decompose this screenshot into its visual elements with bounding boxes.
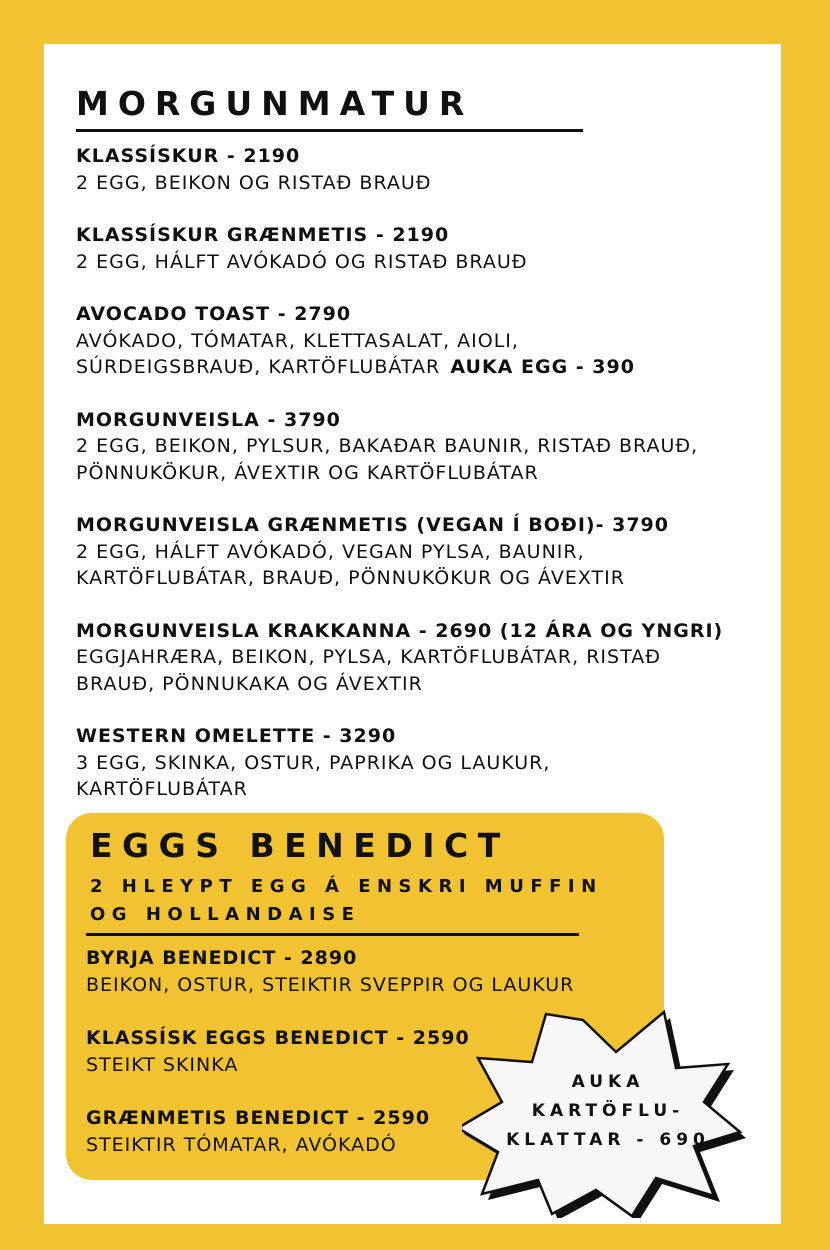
menu-item — [76, 512, 776, 592]
burst-line: KLATTAR - 690 — [506, 1130, 710, 1150]
item-description: BRAUÐ, PÖNNUKAKA OG ÁVEXTIR — [76, 672, 423, 695]
benedict-subtitle-line: OG HOLLANDAISE — [90, 904, 361, 925]
menu-item — [76, 222, 776, 275]
item-name: KLASSÍSK EGGS BENEDICT - 2590 — [86, 1027, 470, 1049]
item-extra: AUKA EGG - 390 — [450, 356, 635, 378]
menu-item — [76, 407, 776, 487]
item-description: SÚRDEIGSBRAUÐ, KARTÖFLUBÁTAR — [76, 356, 441, 378]
benedict-title: EGGS BENEDICT — [90, 826, 510, 865]
benedict-subtitle-line: 2 HLEYPT EGG Á ENSKRI MUFFIN — [90, 876, 603, 897]
item-description-row — [76, 354, 776, 381]
item-name: BYRJA BENEDICT - 2890 — [86, 947, 358, 969]
benedict-divider — [86, 933, 579, 936]
menu-item — [76, 143, 776, 196]
item-description: KARTÖFLUBÁTAR, BRAUÐ, PÖNNUKÖKUR OG ÁVEXTIR — [76, 567, 625, 589]
item-name: WESTERN OMELETTE - 3290 — [76, 725, 397, 747]
item-description: AVÓKADO, TÓMATAR, KLETTASALAT, AIOLI, — [76, 329, 519, 352]
item-description: EGGJAHRÆRA, BEIKON, PYLSA, KARTÖFLUBÁTAR, RISTAÐ — [76, 646, 661, 668]
menu-item — [76, 618, 776, 698]
menu-title: MORGUNMATUR — [76, 84, 474, 123]
item-description: STEIKTIR TÓMATAR, AVÓKADÓ — [86, 1133, 397, 1156]
title-divider — [76, 129, 583, 132]
menu-item — [86, 945, 646, 998]
item-name: KLASSÍSKUR GRÆNMETIS - 2190 — [76, 224, 450, 246]
item-description: 2 EGG, BEIKON OG RISTAÐ BRAUÐ — [76, 171, 432, 194]
benedict-subtitle — [90, 873, 610, 929]
item-name: MORGUNVEISLA KRAKKANNA - 2690 (12 ÁRA OG YNGRI) — [76, 619, 724, 642]
item-description: BEIKON, OSTUR, STEIKTIR SVEPPIR OG LAUKUR — [86, 973, 575, 996]
menu-item — [76, 301, 776, 381]
item-name: AVOCADO TOAST - 2790 — [76, 303, 352, 325]
item-description: 2 EGG, BEIKON, PYLSUR, BAKAÐAR BAUNIR, RISTAÐ BRAUÐ, — [76, 435, 699, 457]
menu-item — [76, 723, 776, 803]
item-description: 3 EGG, SKINKA, OSTUR, PAPRIKA OG LAUKUR, — [76, 751, 551, 774]
item-name: MORGUNVEISLA - 3790 — [76, 408, 341, 431]
item-name: GRÆNMETIS BENEDICT - 2590 — [86, 1107, 431, 1129]
extra-hashbrowns-label — [492, 1068, 724, 1155]
item-description: PÖNNUKÖKUR, ÁVEXTIR OG KARTÖFLUBÁTAR — [76, 461, 539, 484]
item-description: 2 EGG, HÁLFT AVÓKADÓ, VEGAN PYLSA, BAUNIR, — [76, 540, 585, 563]
breakfast-items — [76, 143, 776, 829]
burst-line: KARTÖFLU- — [531, 1101, 685, 1121]
burst-line: AUKA — [571, 1072, 645, 1092]
item-description: KARTÖFLUBÁTAR — [76, 778, 248, 800]
item-description: 2 EGG, HÁLFT AVÓKADÓ OG RISTAÐ BRAUÐ — [76, 250, 528, 273]
item-name: KLASSÍSKUR - 2190 — [76, 145, 301, 167]
item-name: MORGUNVEISLA GRÆNMETIS (VEGAN Í BOÐI)- 3790 — [76, 514, 669, 536]
item-description: STEIKT SKINKA — [86, 1053, 239, 1076]
